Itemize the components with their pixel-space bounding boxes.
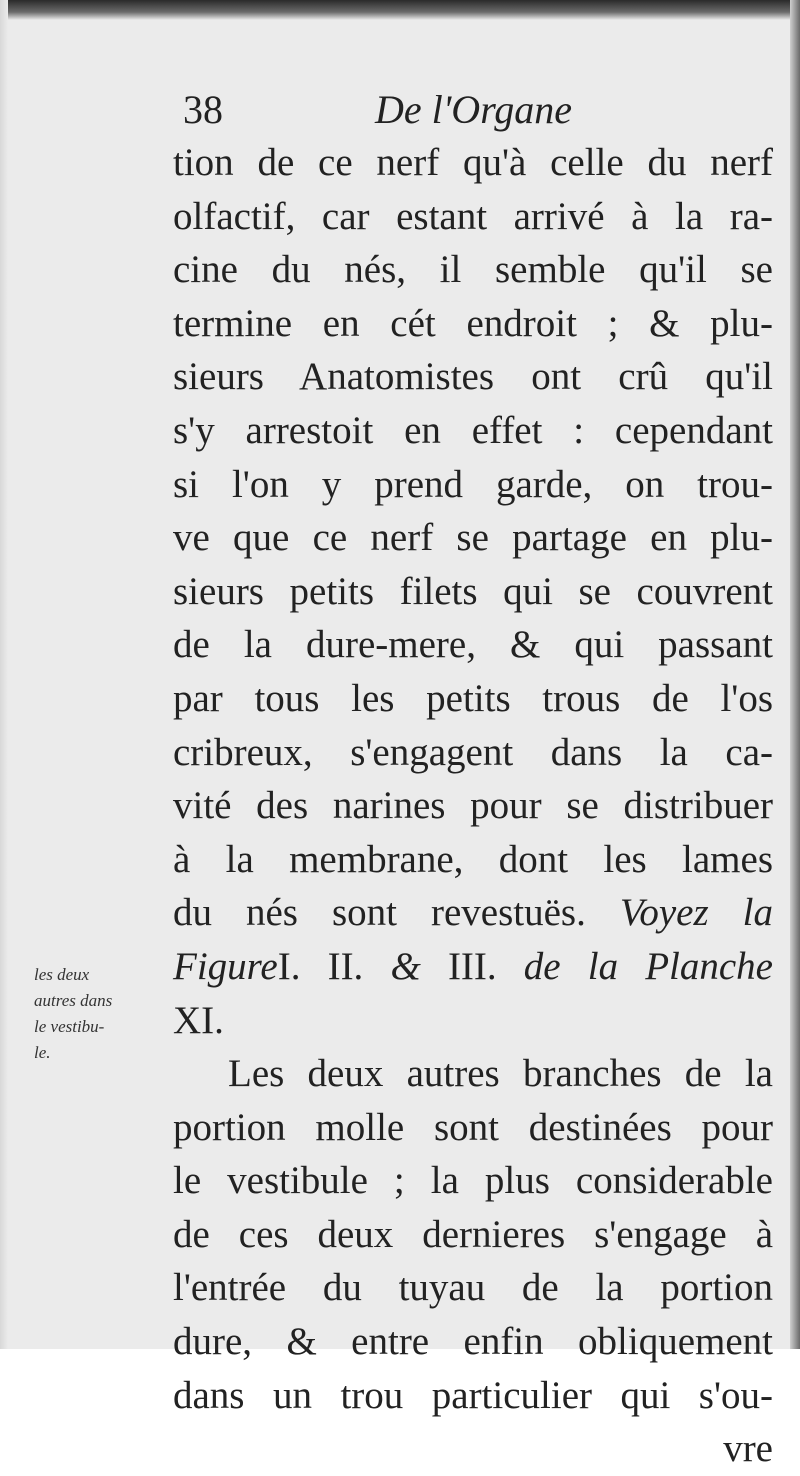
marginal-note-line: les deux xyxy=(34,965,90,984)
figure-word: Figure xyxy=(173,944,278,988)
text-line: tion de ce nerf qu'à celle du nerf xyxy=(173,141,773,184)
marginal-note-line: le. xyxy=(34,1043,51,1062)
text-line: dans un trou particulier qui s'ou- xyxy=(173,1373,773,1417)
marginal-note xyxy=(34,962,174,1066)
text-line: portion molle sont destinées pour xyxy=(173,1105,773,1149)
running-title: De l'Organe xyxy=(375,87,573,132)
text-segment: du nés sont revestuës. xyxy=(173,891,586,935)
plate-number-line: XI. xyxy=(173,998,224,1042)
page-number: 38 xyxy=(183,87,223,132)
text-line: l'entrée du tuyau de la portion xyxy=(173,1266,773,1310)
text-line: de la dure-mere, & qui passant xyxy=(173,623,773,667)
figure-numbers: I. II. xyxy=(277,944,364,988)
text-line: cine du nés, il semble qu'il se xyxy=(173,248,773,292)
text-line: termine en cét endroit ; & plu- xyxy=(173,301,773,345)
page-top-edge xyxy=(0,0,800,20)
page-header xyxy=(183,82,763,142)
ampersand: & xyxy=(390,944,421,988)
text-line-with-reference xyxy=(173,886,773,940)
text-line: vité des narines pour se distribuer xyxy=(173,784,773,828)
figure-reference-voyez: Voyez la xyxy=(619,891,773,935)
text-line: olfactif, car estant arrivé à la ra- xyxy=(173,194,773,238)
text-line: de ces deux dernieres s'engage à xyxy=(173,1212,773,1256)
text-line: s'y arrestoit en effet : cependant xyxy=(173,408,773,452)
catchword: vre xyxy=(723,1427,773,1471)
text-line: si l'on y prend garde, on trou- xyxy=(173,462,773,506)
text-line: cribreux, s'engagent dans la ca- xyxy=(173,730,773,774)
text-line: ve que ce nerf se partage en plu- xyxy=(173,516,773,560)
text-line: Les deux autres branches de la xyxy=(228,1052,773,1096)
figure-number-3: III. xyxy=(447,944,497,988)
text-line: dure, & entre enfin obliquement xyxy=(173,1320,773,1364)
text-line: sieurs petits filets qui se couvrent xyxy=(173,569,773,613)
marginal-note-line: autres dans xyxy=(34,991,113,1010)
text-line: sieurs Anatomistes ont crû qu'il xyxy=(173,355,773,399)
page-right-edge xyxy=(790,0,800,1349)
text-line: à la membrane, dont les lames xyxy=(173,837,773,881)
body-text xyxy=(173,136,773,1476)
text-line: par tous les petits trous de l'os xyxy=(173,676,773,720)
plate-reference: de la Planche xyxy=(523,944,773,988)
figure-reference-line xyxy=(173,940,773,994)
marginal-note-line: le vestibu- xyxy=(34,1017,105,1036)
page-left-edge xyxy=(0,0,8,1349)
text-line: le vestibule ; la plus considerable xyxy=(173,1159,773,1203)
